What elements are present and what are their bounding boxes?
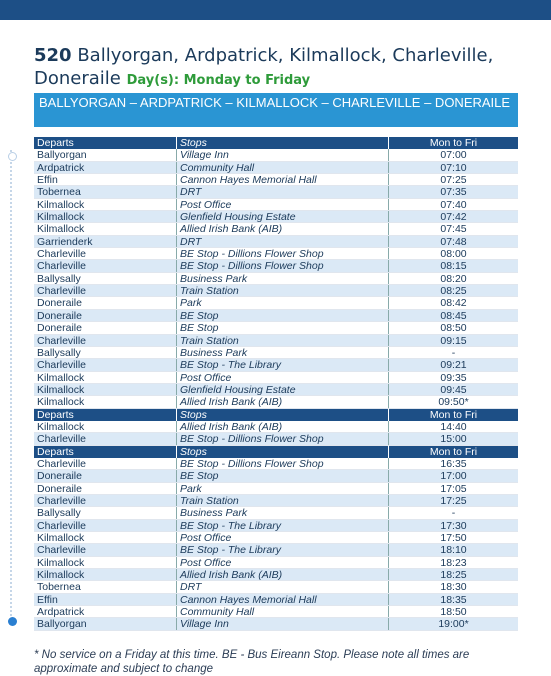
time-cell: 14:40 [440,420,467,433]
time-cell: 08:20 [440,272,467,285]
table-row [34,396,518,408]
departs-cell: Charleville [34,458,177,469]
departs-cell: Kilmallock [34,384,177,395]
stop-cell: BE Stop [177,310,389,321]
stop-cell: Business Park [177,507,389,518]
time-cell: 18:25 [440,569,467,582]
departs-cell: Doneraile [34,322,177,333]
table-header-row [34,137,518,149]
stop-cell: BE Stop - The Library [177,520,389,531]
timeline-start-dot-icon [8,152,17,161]
stop-cell: Allied Irish Bank (AIB) [177,223,389,234]
route-title [34,44,534,92]
time-cell: 17:25 [440,494,467,507]
stop-cell: Stops [177,137,389,149]
table-row [34,162,518,174]
stop-cell: Stops [177,446,389,458]
stop-cell: DRT [177,186,389,197]
stop-cell: BE Stop - Dillions Flower Shop [177,433,389,444]
stop-cell: Allied Irish Bank (AIB) [177,396,389,407]
departs-cell: Departs [34,137,177,149]
departs-cell: Doneraile [34,310,177,321]
table-row [34,483,518,495]
table-row [34,285,518,297]
departs-cell: Ardpatrick [34,162,177,173]
table-row [34,557,518,569]
table-row [34,421,518,433]
table-row [34,569,518,581]
departs-cell: Kilmallock [34,532,177,543]
departs-cell: Kilmallock [34,569,177,580]
stop-cell: BE Stop - The Library [177,544,389,555]
time-cell: 16:35 [440,457,467,470]
time-cell: 17:30 [440,519,467,532]
table-row [34,594,518,606]
stop-cell: DRT [177,236,389,247]
departs-cell: Doneraile [34,297,177,308]
time-cell: Mon to Fri [429,445,478,458]
stop-cell: BE Stop - The Library [177,359,389,370]
departs-cell: Departs [34,446,177,458]
table-row [34,372,518,384]
departs-cell: Kilmallock [34,557,177,568]
timetable [34,137,518,631]
stop-cell: Train Station [177,495,389,506]
departs-cell: Charleville [34,520,177,531]
departs-cell: Charleville [34,544,177,555]
time-cell: 07:40 [440,198,467,211]
departs-cell: Charleville [34,433,177,444]
table-row [34,581,518,593]
table-row [34,273,518,285]
time-cell: 07:10 [440,161,467,174]
table-row [34,223,518,235]
table-header-row [34,409,518,421]
departs-cell: Charleville [34,248,177,259]
departs-cell: Ballyorgan [34,618,177,629]
table-row [34,174,518,186]
top-bar [0,0,551,20]
route-name-line2: Doneraile [34,68,121,89]
departs-cell: Charleville [34,260,177,271]
stop-cell: Stops [177,409,389,421]
stop-cell: Glenfield Housing Estate [177,211,389,222]
time-cell: 09:50* [438,396,469,409]
departs-cell: Kilmallock [34,199,177,210]
departs-cell: Kilmallock [34,223,177,234]
time-cell: Mon to Fri [429,137,478,149]
departs-cell: Doneraile [34,470,177,481]
departs-cell: Kilmallock [34,211,177,222]
departs-cell: Ardpatrick [34,606,177,617]
time-cell: 15:00 [440,433,467,446]
time-cell: 17:00 [440,470,467,483]
direction-banner: BALLYORGAN – ARDPATRICK – KILMALLOCK – CHARLEVILLE – DONERAILE [34,93,518,127]
table-row [34,260,518,272]
stop-cell: BE Stop - Dillions Flower Shop [177,260,389,271]
stop-cell: Community Hall [177,606,389,617]
departs-cell: Tobernea [34,581,177,592]
table-row [34,606,518,618]
time-cell: - [451,507,456,520]
time-cell: 09:15 [440,334,467,347]
stop-cell: DRT [177,581,389,592]
departs-cell: Effin [34,174,177,185]
stop-cell: Park [177,483,389,494]
time-cell: 08:50 [440,322,467,335]
table-row [34,347,518,359]
departs-cell: Charleville [34,359,177,370]
time-cell: 08:45 [440,309,467,322]
stop-cell: Business Park [177,273,389,284]
stop-cell: Glenfield Housing Estate [177,384,389,395]
time-cell: 07:48 [440,235,467,248]
table-row [34,149,518,161]
table-header-row [34,446,518,458]
table-row [34,297,518,309]
table-row [34,199,518,211]
time-cell: 07:42 [440,211,467,224]
table-row [34,335,518,347]
stop-cell: Post Office [177,199,389,210]
time-cell: 07:25 [440,174,467,187]
timeline-track [10,150,18,624]
stop-cell: Business Park [177,347,389,358]
time-cell: 18:35 [440,593,467,606]
time-cell: 08:42 [440,297,467,310]
departs-cell: Charleville [34,335,177,346]
departs-cell: Departs [34,409,177,421]
departs-cell: Garrienderk [34,236,177,247]
table-row [34,322,518,334]
table-row [34,236,518,248]
time-cell: 07:00 [440,149,467,162]
stop-cell: Post Office [177,372,389,383]
time-cell: 17:50 [440,532,467,544]
table-row [34,532,518,544]
time-cell: 18:50 [440,606,467,619]
departs-cell: Charleville [34,285,177,296]
departs-cell: Ballysally [34,347,177,358]
stop-cell: Village Inn [177,149,389,160]
footnote: * No service on a Friday at this time. BE - Bus Eireann Stop. Please note all times are approximate and subject to change [34,649,470,675]
stop-cell: BE Stop - Dillions Flower Shop [177,458,389,469]
stop-cell: Community Hall [177,162,389,173]
time-cell: 18:30 [440,581,467,594]
time-cell: 09:35 [440,371,467,384]
departs-cell: Kilmallock [34,396,177,407]
departs-cell: Kilmallock [34,372,177,383]
departs-cell: Tobernea [34,186,177,197]
time-cell: 17:05 [440,482,467,495]
time-cell: 07:35 [440,186,467,199]
table-row [34,458,518,470]
stop-cell: Train Station [177,335,389,346]
time-cell: 08:15 [440,260,467,273]
table-row [34,470,518,482]
table-row [34,359,518,371]
table-row [34,384,518,396]
table-row [34,433,518,445]
time-cell: 07:45 [440,223,467,236]
stop-cell: Allied Irish Bank (AIB) [177,569,389,580]
departs-cell: Ballysally [34,273,177,284]
stop-cell: Train Station [177,285,389,296]
departs-cell: Ballysally [34,507,177,518]
timeline-end-dot-icon [8,617,17,626]
time-cell: 18:23 [440,556,467,569]
stop-cell: Cannon Hayes Memorial Hall [177,594,389,605]
stop-cell: Post Office [177,532,389,543]
time-cell: 08:25 [440,285,467,298]
table-row [34,310,518,322]
time-cell: 18:10 [440,544,467,557]
stop-cell: BE Stop - Dillions Flower Shop [177,248,389,259]
route-days: Day(s): Monday to Friday [126,73,311,88]
stop-cell: Park [177,297,389,308]
route-number: 520 [34,45,72,66]
route-name: Ballyorgan, Ardpatrick, Kilmallock, Charleville, [77,45,494,66]
time-cell: 09:21 [440,359,467,372]
time-cell: 19:00* [438,618,469,631]
stop-cell: Village Inn [177,618,389,629]
table-row [34,544,518,556]
table-row [34,495,518,507]
table-row [34,507,518,519]
time-cell: 09:45 [440,383,467,396]
stop-cell: Cannon Hayes Memorial Hall [177,174,389,185]
stop-cell: BE Stop [177,470,389,481]
departs-cell: Kilmallock [34,421,177,432]
departs-cell: Effin [34,594,177,605]
stop-cell: Allied Irish Bank (AIB) [177,421,389,432]
departs-cell: Ballyorgan [34,149,177,160]
table-row [34,211,518,223]
table-row [34,248,518,260]
time-cell: 08:00 [440,248,467,261]
time-cell: - [451,346,456,359]
table-row [34,186,518,198]
time-cell: Mon to Fri [429,408,478,421]
departs-cell: Doneraile [34,483,177,494]
stop-cell: BE Stop [177,322,389,333]
departs-cell: Charleville [34,495,177,506]
stop-cell: Post Office [177,557,389,568]
table-row [34,618,518,630]
table-row [34,520,518,532]
